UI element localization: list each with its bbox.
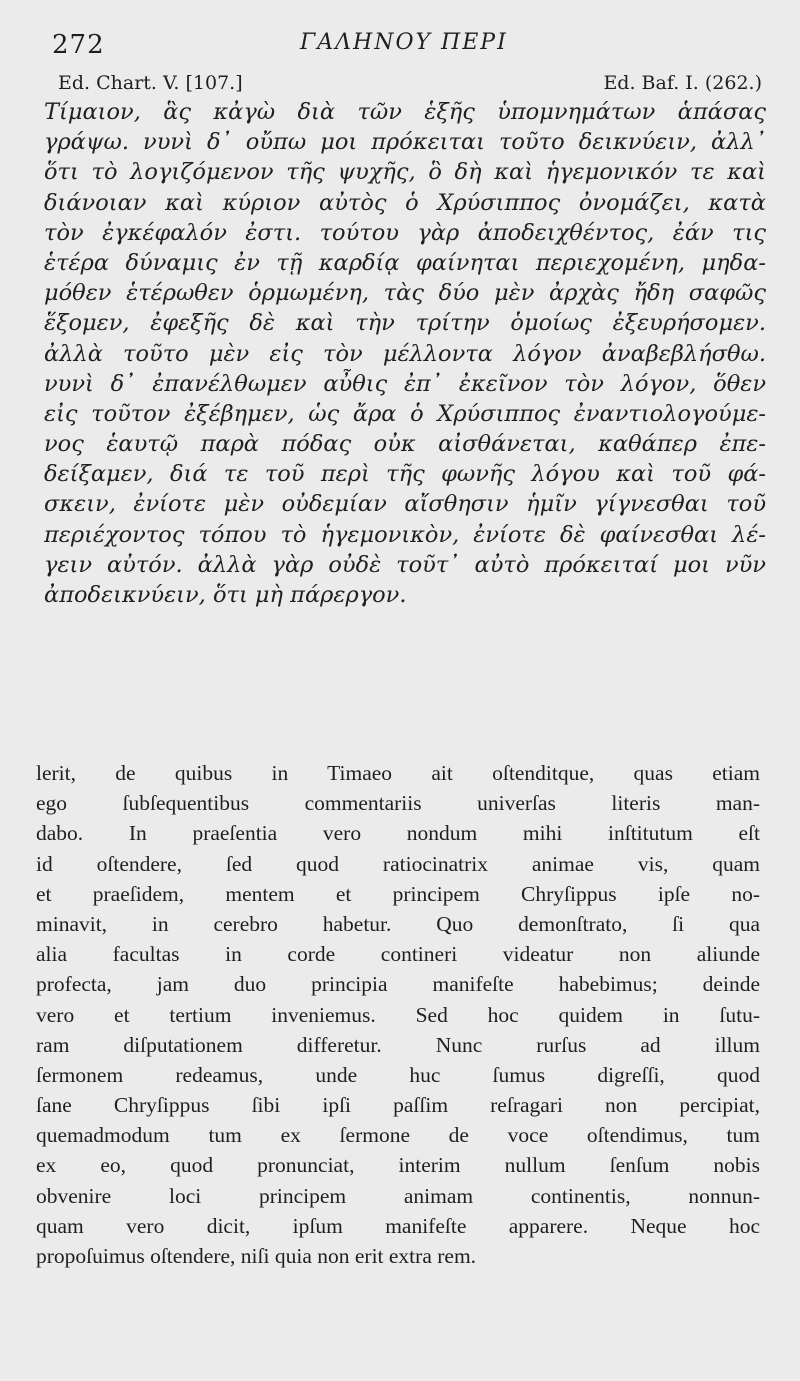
greek-line: δείξαμεν, διά τε τοῦ περὶ τῆς φωνῆς λόγου καὶ τοῦ φά- xyxy=(44,461,766,488)
edition-reference-right: Ed. Baf. I. (262.) xyxy=(603,72,762,94)
greek-line: ὅτι τὸ λογιζόμενον τῆς ψυχῆς, ὃ δὴ καὶ ἡγεμονικόν τε καὶ xyxy=(44,159,766,186)
greek-line: ἀλλὰ τοῦτο μὲν εἰς τὸν μέλλοντα λόγον ἀναβεβλήσθω. xyxy=(44,340,766,367)
greek-line: μόθεν ἑτέρωθεν ὁρμωμένη, τὰς δύο μὲν ἀρχὰς ἤδη σαφῶς xyxy=(44,280,766,307)
greek-line: σκειν, ἐνίοτε μὲν οὐδεμίαν αἴσθησιν ἡμῖν γίγνεσθαι τοῦ xyxy=(44,491,766,518)
latin-line: ſermonem redeamus, unde huc ſumus digreſſi, quod xyxy=(36,1062,760,1087)
latin-line: obvenire loci principem animam continentis, nonnun- xyxy=(36,1183,760,1208)
latin-line: vero et tertium inveniemus. Sed hoc quidem in ſutu- xyxy=(36,1002,760,1027)
latin-line: id oſtendere, ſed quod ratiocinatrix animae vis, quam xyxy=(36,851,760,876)
greek-line: γράψω. νυνὶ δ᾽ οὔπω μοι πρόκειται τοῦτο δεικνύειν, ἀλλ᾽ xyxy=(44,129,766,156)
latin-line: quam vero dicit, ipſum manifeſte apparere. Neque hoc xyxy=(36,1213,760,1238)
greek-line: Τίμαιον, ἃς κἀγὼ διὰ τῶν ἑξῆς ὑπομνημάτων ἁπάσας xyxy=(44,99,766,125)
latin-line: lerit, de quibus in Timaeo ait oſtenditque, quas etiam xyxy=(36,761,760,785)
greek-line: ἕξομεν, ἐφεξῆς δὲ καὶ τὴν τρίτην ὁμοίως ἐξευρήσομεν. xyxy=(44,310,766,337)
greek-line: διάνοιαν καὶ κύριον αὐτὸς ὁ Χρύσιππος ὀνομάζει, κατὰ xyxy=(44,189,766,216)
latin-text-block xyxy=(36,758,760,1271)
greek-line: γειν αὐτόν. ἀλλὰ γὰρ οὐδὲ τοῦτ᾽ αὐτὸ πρόκειταί μοι νῦν xyxy=(44,551,766,578)
greek-text-block xyxy=(44,97,766,610)
latin-line: et praeſidem, mentem et principem Chryſippus ipſe no- xyxy=(36,881,760,906)
latin-line: propoſuimus oſtendere, niſi quia non erit extra rem. xyxy=(36,1244,477,1268)
latin-line: quemadmodum tum ex ſermone de voce oſtendimus, tum xyxy=(36,1123,760,1148)
latin-line: ex eo, quod pronunciat, interim nullum ſenſum nobis xyxy=(36,1153,760,1178)
latin-line: ego ſubſequentibus commentariis univerſas literis man- xyxy=(36,791,760,816)
latin-line: profecta, jam duo principia manifeſte habebimus; deinde xyxy=(36,972,760,997)
greek-line: νυνὶ δ᾽ ἐπανέλθωμεν αὖθις ἐπ᾽ ἐκεῖνον τὸν λόγον, ὅθεν xyxy=(44,370,766,397)
latin-line: ram diſputationem differetur. Nunc rurſus ad illum xyxy=(36,1032,760,1057)
greek-line: τὸν ἐγκέφαλόν ἐστι. τούτου γὰρ ἀποδειχθέντος, ἐάν τις xyxy=(44,219,766,246)
latin-line: minavit, in cerebro habetur. Quo demonſtrato, ſi qua xyxy=(36,911,760,936)
running-head: ΓΑΛΗΝΟΥ ΠΕΡΙ xyxy=(300,30,508,55)
latin-line: alia facultas in corde contineri videatur non aliunde xyxy=(36,942,760,967)
greek-line: ἀποδεικνύειν, ὅτι μὴ πάρεργον. xyxy=(44,582,407,608)
latin-line: dabo. In praeſentia vero nondum mihi inſtitutum eſt xyxy=(36,821,760,846)
greek-line: νος ἑαυτῷ παρὰ πόδας οὐκ αἰσθάνεται, καθάπερ ἐπε- xyxy=(44,431,766,458)
greek-line: ἑτέρα δύναμις ἐν τῇ καρδίᾳ φαίνηται περιεχομένη, μηδα- xyxy=(44,249,766,276)
greek-line: περιέχοντος τόπου τὸ ἡγεμονικὸν, ἐνίοτε δὲ φαίνεσθαι λέ- xyxy=(44,521,766,548)
greek-line: εἰς τοῦτον ἐξέβημεν, ὡς ἄρα ὁ Χρύσιππος ἐναντιολογούμε- xyxy=(44,400,766,427)
page-number: 272 xyxy=(52,30,105,60)
edition-reference-left: Ed. Chart. V. [107.] xyxy=(58,72,243,94)
latin-line: ſane Chryſippus ſibi ipſi paſſim reſragari non percipiat, xyxy=(36,1093,760,1118)
